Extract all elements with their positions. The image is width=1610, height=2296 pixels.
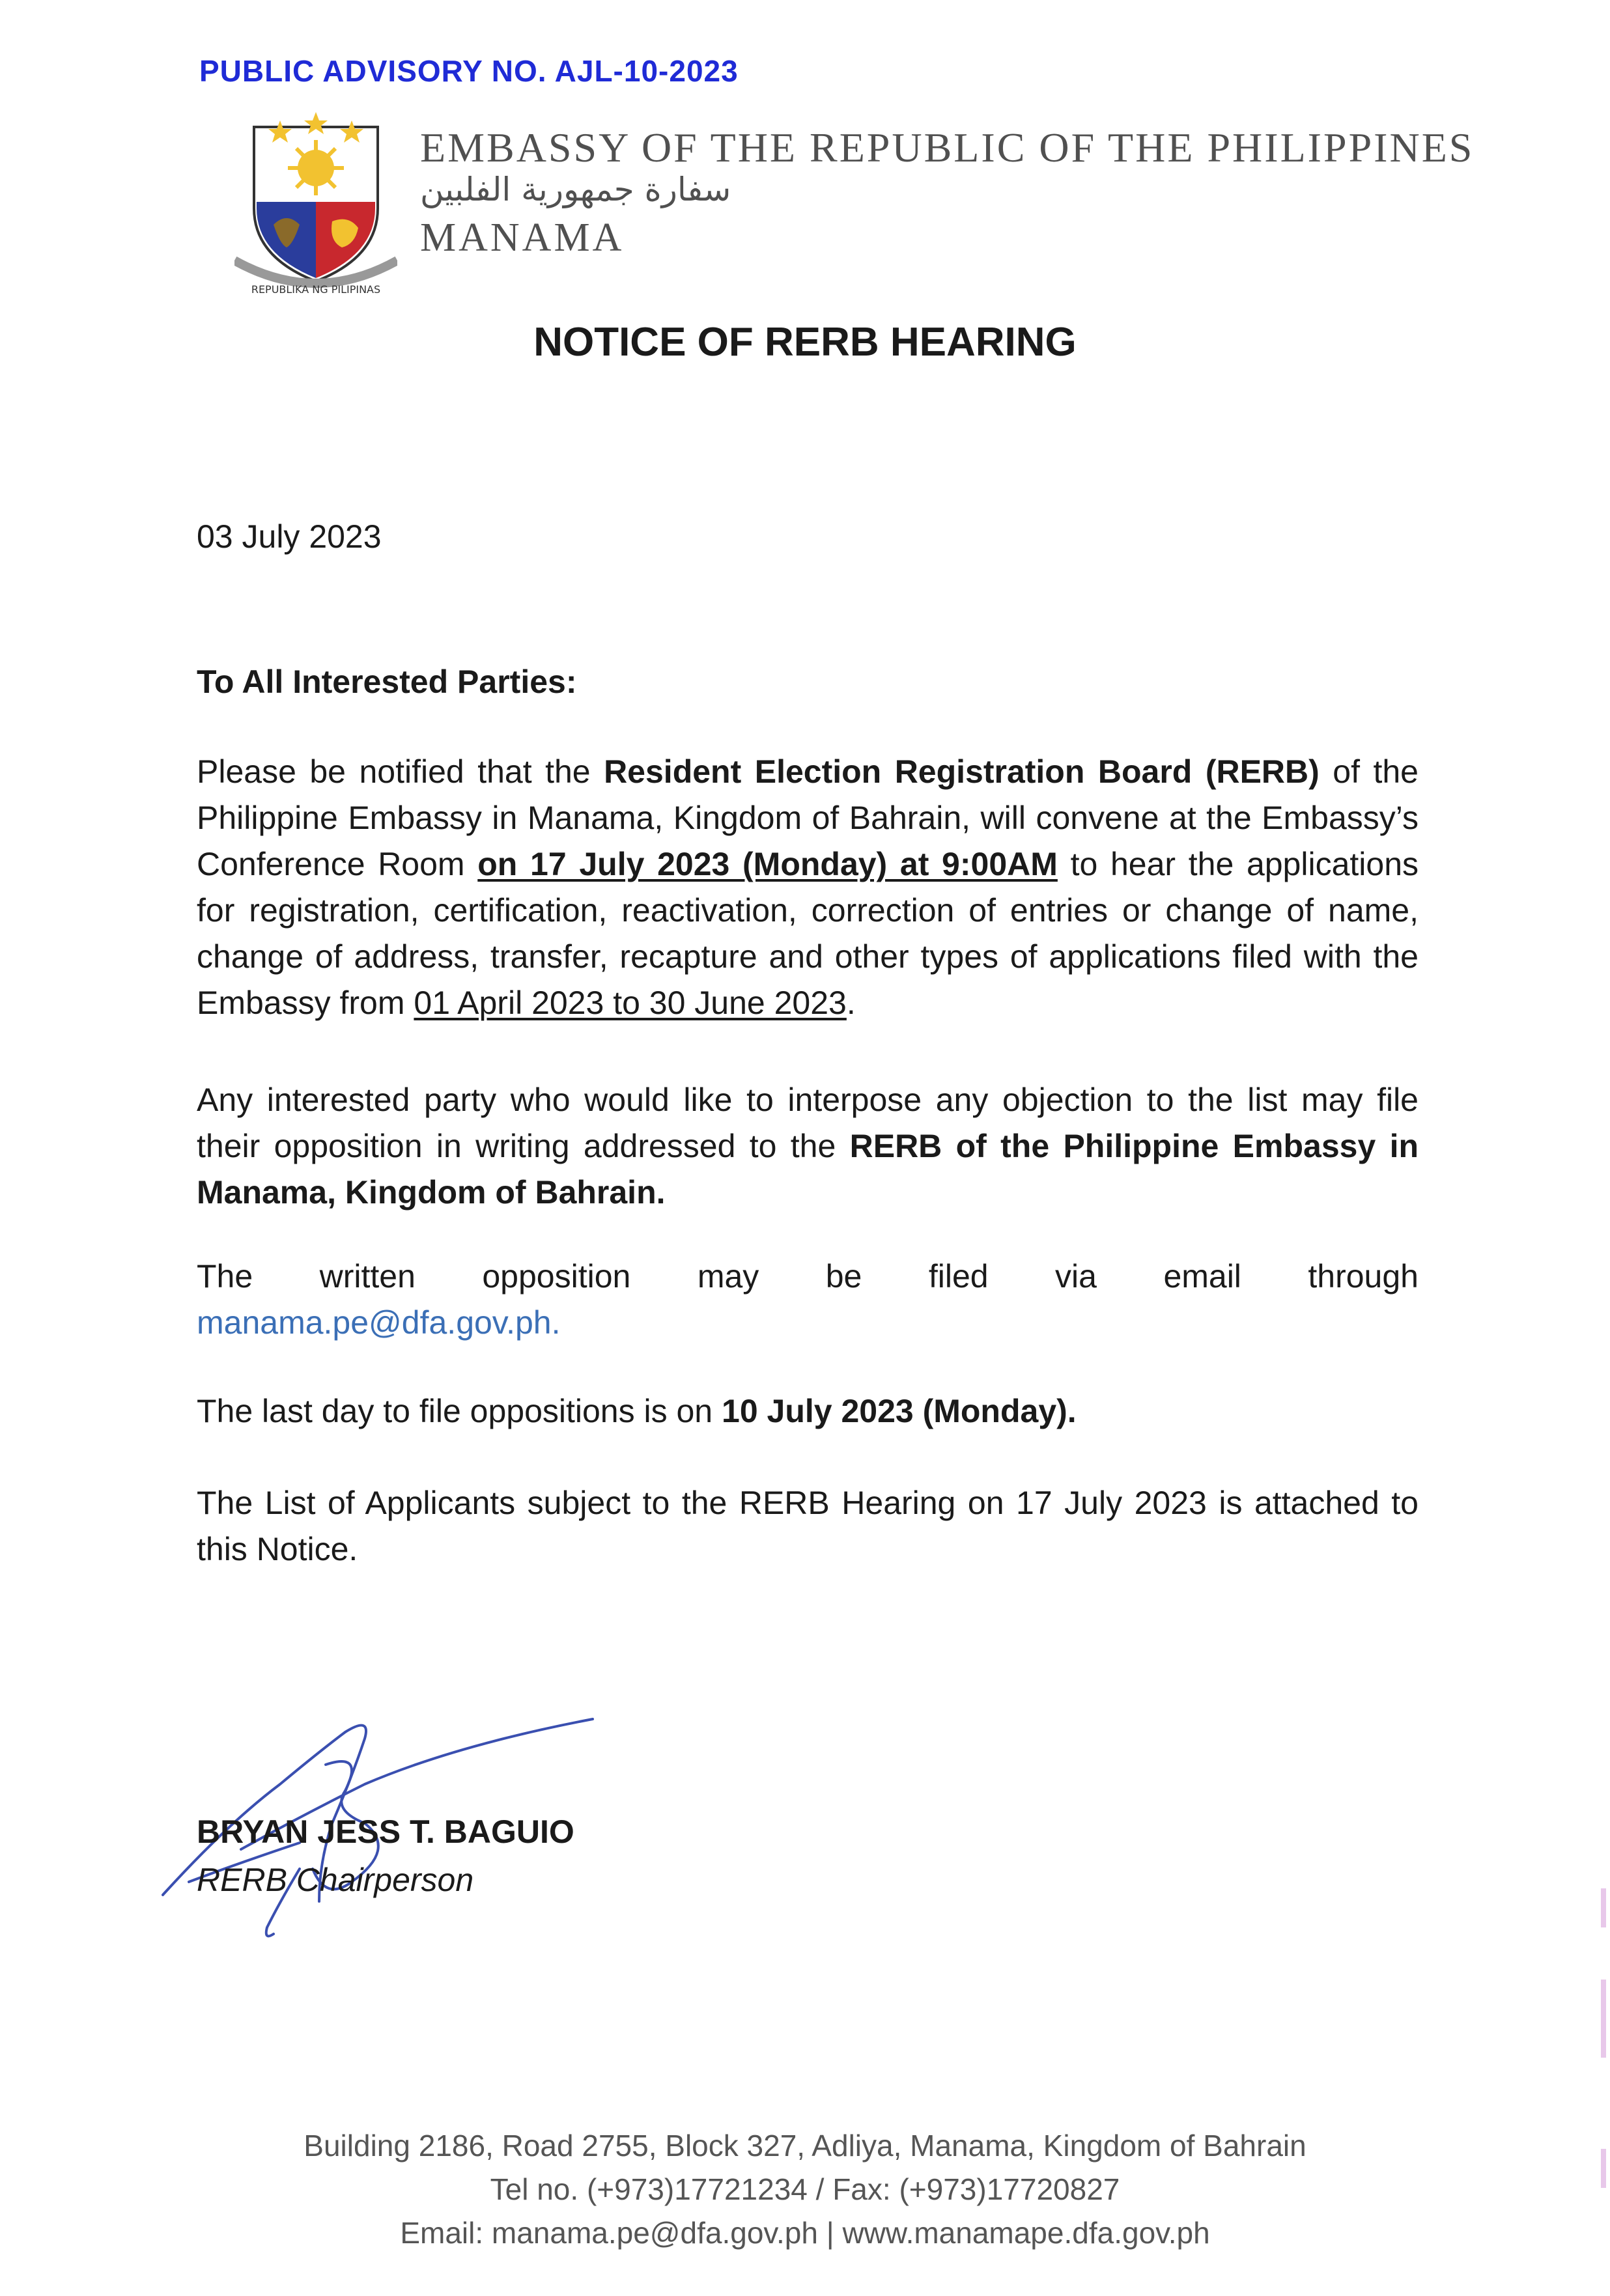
- opposition-addressee: RERB of the Philippine Embassy in Manama, Kingdom of Bahrain.: [197, 1128, 1419, 1211]
- scan-edge-mark: [1601, 1888, 1606, 1927]
- signatory-role: RERB Chairperson: [197, 1862, 474, 1898]
- footer-phone: Tel no. (+973)17721234 / Fax: (+973)17720827: [490, 2172, 1120, 2206]
- advisory-number: PUBLIC ADVISORY NO. AJL-10-2023: [199, 54, 739, 88]
- footer-address: Building 2186, Road 2755, Block 327, Adliya, Manama, Kingdom of Bahrain: [304, 2129, 1306, 2163]
- deadline-date: 10 July 2023 (Monday).: [722, 1393, 1077, 1429]
- application-period: 01 April 2023 to 30 June 2023: [414, 985, 847, 1021]
- notice-title: NOTICE OF RERB HEARING: [533, 320, 1077, 365]
- email-sentence-line: The written opposition may be filed via email through: [197, 1258, 1419, 1295]
- paragraph-attachment: The List of Applicants subject to the RERB Hearing on 17 July 2023 is attached to this Notice.: [197, 1485, 1419, 1567]
- paragraph-deadline: The last day to file oppositions is on 10 July 2023 (Monday).: [197, 1393, 1077, 1429]
- hearing-schedule: on 17 July 2023 (Monday) at 9:00AM: [477, 846, 1058, 882]
- scan-edge-mark: [1601, 1980, 1606, 2058]
- notice-date: 03 July 2023: [197, 518, 382, 555]
- philippine-seal-logo: [234, 111, 397, 300]
- embassy-name-arabic: سفارة جمهورية الفلبين: [420, 171, 731, 208]
- embassy-name: EMBASSY OF THE REPUBLIC OF THE PHILIPPINES: [420, 124, 1475, 171]
- footer-contact: Email: manama.pe@dfa.gov.ph | www.manamape.dfa.gov.ph: [400, 2216, 1210, 2250]
- email-link[interactable]: manama.pe@dfa.gov.ph: [197, 1304, 552, 1341]
- paragraph-email: The written opposition may be filed via email through manama.pe@dfa.gov.ph.: [197, 1253, 1419, 1346]
- seal-lettering: REPUBLIKA NG PILIPINAS: [251, 283, 381, 296]
- scan-edge-mark: [1601, 2149, 1606, 2188]
- paragraph-opposition: Any interested party who would like to interpose any objection to the list may file their opposition in writing addressed to the RERB of the Philippine Embassy in Manama, Kingdom of Bahrain.: [197, 1082, 1419, 1211]
- signatory-name: BRYAN JESS T. BAGUIO: [197, 1813, 574, 1850]
- paragraph-hearing-details: Please be notified that the Resident Election Registration Board (RERB) of the Philippine Embassy in Manama, Kingdom of Bahrain, will convene at the Embassy’s Conference Room on 17 July 2023 (Monday) at 9:00AM to hear the applications for registration, certification, reactivation, correction of entries or change of name, change of address, transfer, recapture and other types of applications filed with the Embassy from 01 April 2023 to 30 June 2023.: [197, 753, 1419, 1021]
- signature: [150, 1654, 606, 1953]
- board-name: Resident Election Registration Board (RERB): [604, 753, 1320, 790]
- salutation: To All Interested Parties:: [197, 664, 577, 700]
- embassy-city: MANAMA: [420, 216, 625, 260]
